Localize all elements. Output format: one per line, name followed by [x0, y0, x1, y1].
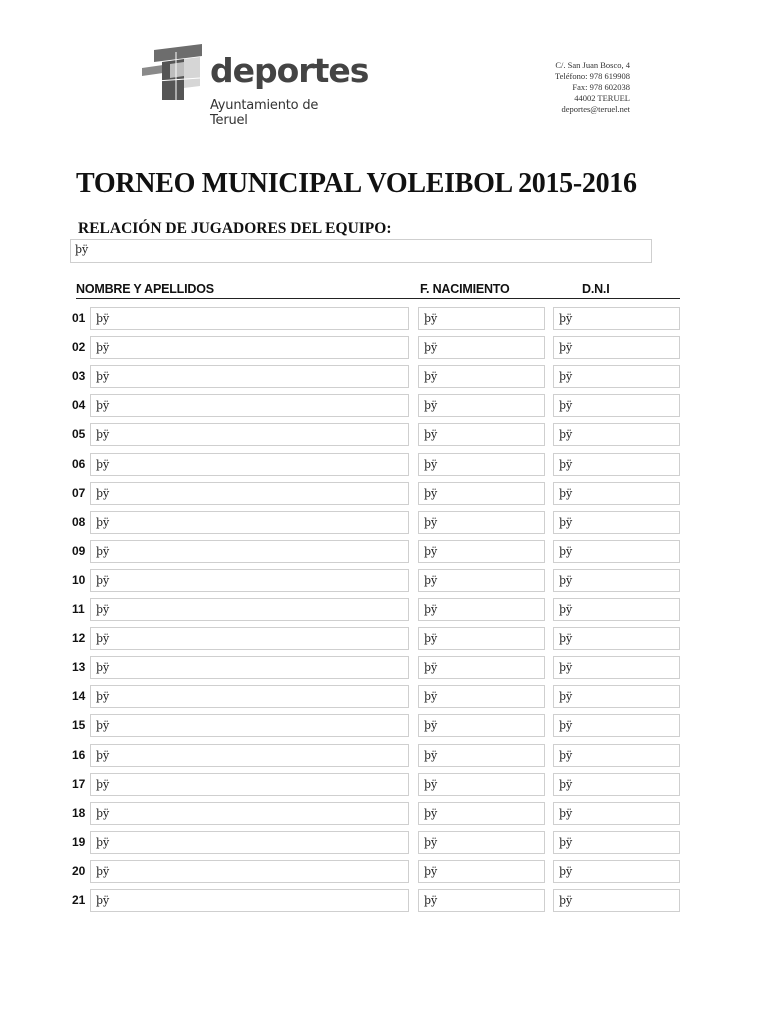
row-number: 10	[72, 572, 86, 587]
header-name: NOMBRE Y APELLIDOS	[76, 282, 214, 296]
birthdate-field[interactable]: þÿ	[418, 307, 545, 330]
table-row	[0, 394, 770, 417]
row-number: 06	[72, 456, 86, 471]
dni-field[interactable]: þÿ	[553, 453, 680, 476]
table-row	[0, 802, 770, 825]
dni-field[interactable]: þÿ	[553, 831, 680, 854]
birthdate-field[interactable]: þÿ	[418, 802, 545, 825]
team-label: RELACIÓN DE JUGADORES DEL EQUIPO:	[78, 220, 392, 237]
name-field[interactable]: þÿ	[90, 860, 409, 883]
table-row	[0, 656, 770, 679]
name-field[interactable]: þÿ	[90, 365, 409, 388]
dni-field[interactable]: þÿ	[553, 627, 680, 650]
row-number: 14	[72, 689, 86, 704]
dni-field[interactable]: þÿ	[553, 540, 680, 563]
dni-field[interactable]: þÿ	[553, 802, 680, 825]
row-number: 03	[72, 369, 86, 384]
name-field[interactable]: þÿ	[90, 656, 409, 679]
team-name-field[interactable]: þÿ	[70, 239, 652, 263]
birthdate-field[interactable]: þÿ	[418, 656, 545, 679]
birthdate-field[interactable]: þÿ	[418, 482, 545, 505]
name-field[interactable]: þÿ	[90, 802, 409, 825]
name-field[interactable]: þÿ	[90, 453, 409, 476]
row-number: 16	[72, 747, 86, 762]
table-row	[0, 365, 770, 388]
dni-field[interactable]: þÿ	[553, 714, 680, 737]
row-number: 18	[72, 805, 86, 820]
birthdate-field[interactable]: þÿ	[418, 773, 545, 796]
dni-field[interactable]: þÿ	[553, 511, 680, 534]
name-field[interactable]: þÿ	[90, 889, 409, 912]
contact-fax: Fax: 978 602038	[572, 82, 630, 92]
header-rule	[76, 298, 680, 299]
name-field[interactable]: þÿ	[90, 744, 409, 767]
birthdate-field[interactable]: þÿ	[418, 714, 545, 737]
table-row	[0, 744, 770, 767]
birthdate-field[interactable]: þÿ	[418, 511, 545, 534]
table-row	[0, 773, 770, 796]
table-row	[0, 511, 770, 534]
dni-field[interactable]: þÿ	[553, 423, 680, 446]
name-field[interactable]: þÿ	[90, 714, 409, 737]
table-row	[0, 569, 770, 592]
header-birthdate: F. NACIMIENTO	[420, 282, 510, 296]
row-number: 21	[72, 893, 86, 907]
birthdate-field[interactable]: þÿ	[418, 569, 545, 592]
table-row	[0, 627, 770, 650]
dni-field[interactable]: þÿ	[553, 889, 680, 912]
row-number: 13	[72, 660, 86, 675]
dni-field[interactable]: þÿ	[553, 773, 680, 796]
name-field[interactable]: þÿ	[90, 394, 409, 417]
dni-field[interactable]: þÿ	[553, 860, 680, 883]
deportes-logo-icon	[140, 42, 204, 102]
table-row	[0, 540, 770, 563]
dni-field[interactable]: þÿ	[553, 569, 680, 592]
birthdate-field[interactable]: þÿ	[418, 540, 545, 563]
row-number: 09	[72, 543, 86, 558]
row-number: 15	[72, 718, 86, 733]
table-row	[0, 453, 770, 476]
name-field[interactable]: þÿ	[90, 773, 409, 796]
row-number: 01	[72, 311, 86, 325]
name-field[interactable]: þÿ	[90, 307, 409, 330]
birthdate-field[interactable]: þÿ	[418, 860, 545, 883]
name-field[interactable]: þÿ	[90, 685, 409, 708]
row-number: 12	[72, 631, 86, 646]
contact-phone: Teléfono: 978 619908	[555, 71, 630, 81]
table-row	[0, 482, 770, 505]
page-title: TORNEO MUNICIPAL VOLEIBOL 2015-2016	[76, 168, 637, 199]
contact-email: deportes@teruel.net	[561, 104, 630, 114]
contact-postal: 44002 TERUEL	[574, 93, 630, 103]
table-row	[0, 307, 770, 330]
row-number: 17	[72, 776, 86, 791]
birthdate-field[interactable]: þÿ	[418, 831, 545, 854]
dni-field[interactable]: þÿ	[553, 656, 680, 679]
row-number: 08	[72, 514, 86, 529]
name-field[interactable]: þÿ	[90, 831, 409, 854]
contact-block	[555, 60, 630, 115]
name-field[interactable]: þÿ	[90, 511, 409, 534]
row-number: 05	[72, 427, 86, 442]
dni-field[interactable]: þÿ	[553, 336, 680, 359]
table-row	[0, 831, 770, 854]
birthdate-field[interactable]: þÿ	[418, 423, 545, 446]
table-row	[0, 860, 770, 883]
dni-field[interactable]: þÿ	[553, 482, 680, 505]
table-row	[0, 423, 770, 446]
header-dni: D.N.I	[582, 282, 610, 296]
table-row	[0, 714, 770, 737]
birthdate-field[interactable]: þÿ	[418, 394, 545, 417]
dni-field[interactable]: þÿ	[553, 365, 680, 388]
logo-subtitle: Ayuntamiento de Teruel	[210, 98, 319, 128]
table-row	[0, 889, 770, 912]
birthdate-field[interactable]: þÿ	[418, 685, 545, 708]
row-number: 20	[72, 863, 86, 878]
birthdate-field[interactable]: þÿ	[418, 744, 545, 767]
name-field[interactable]: þÿ	[90, 569, 409, 592]
table-row	[0, 336, 770, 359]
contact-address: C/. San Juan Bosco, 4	[555, 60, 630, 70]
name-field[interactable]: þÿ	[90, 627, 409, 650]
dni-field[interactable]: þÿ	[553, 598, 680, 621]
deportes-logo	[140, 42, 369, 128]
row-number: 04	[72, 398, 86, 413]
name-field[interactable]: þÿ	[90, 598, 409, 621]
name-field[interactable]: þÿ	[90, 540, 409, 563]
dni-field[interactable]: þÿ	[553, 744, 680, 767]
birthdate-field[interactable]: þÿ	[418, 598, 545, 621]
name-field[interactable]: þÿ	[90, 423, 409, 446]
logo-wordmark: deportes	[210, 51, 369, 90]
row-number: 07	[72, 485, 86, 500]
birthdate-field[interactable]: þÿ	[418, 889, 545, 912]
table-row	[0, 598, 770, 621]
name-field[interactable]: þÿ	[90, 336, 409, 359]
birthdate-field[interactable]: þÿ	[418, 453, 545, 476]
table-row	[0, 685, 770, 708]
dni-field[interactable]: þÿ	[553, 685, 680, 708]
dni-field[interactable]: þÿ	[553, 307, 680, 330]
row-number: 02	[72, 340, 86, 355]
birthdate-field[interactable]: þÿ	[418, 365, 545, 388]
dni-field[interactable]: þÿ	[553, 394, 680, 417]
name-field[interactable]: þÿ	[90, 482, 409, 505]
row-number: 11	[72, 602, 85, 616]
birthdate-field[interactable]: þÿ	[418, 627, 545, 650]
column-headers	[76, 282, 680, 298]
row-number: 19	[72, 834, 86, 849]
birthdate-field[interactable]: þÿ	[418, 336, 545, 359]
